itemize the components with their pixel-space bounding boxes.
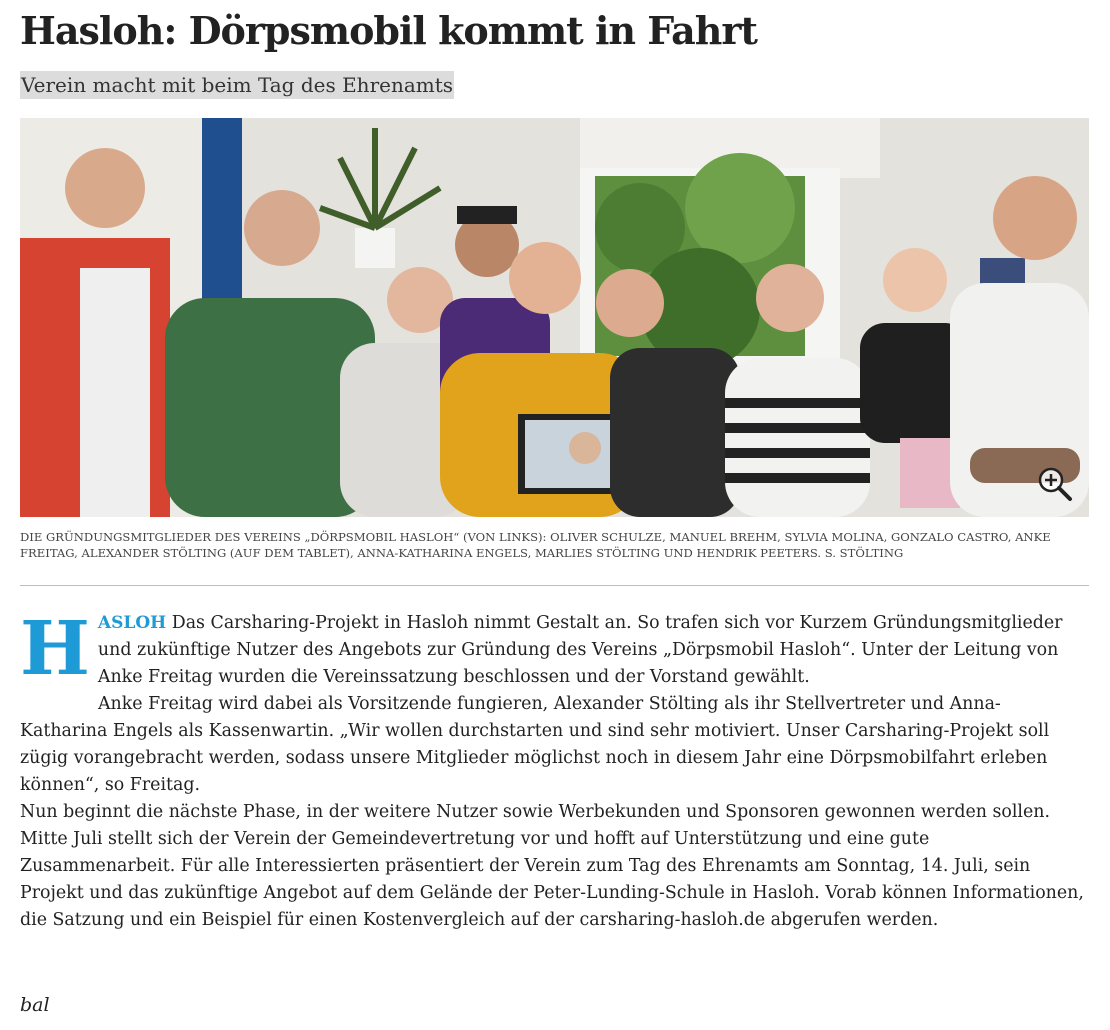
zoom-in-icon[interactable]	[1035, 464, 1075, 504]
article-headline: Hasloh: Dörpsmobil kommt in Fahrt	[20, 8, 757, 53]
article-body	[20, 606, 1086, 934]
photo-caption: DIE GRÜNDUNGSMITGLIEDER DES VEREINS „DÖRPSMOBIL HASLOH“ (VON LINKS): OLIVER SCHULZE, MANUEL BREHM, SYLVIA MOLINA, GONZALO CASTRO, ANKE FREITAG, ALEXANDER STÖLTING (AUF DEM TABLET), ANNA-KATHARINA ENGELS, MARLIES STÖLTING UND HENDRIK PEETERS. S. STÖLTING	[20, 530, 1051, 560]
dateline: ASLOH	[97, 613, 167, 633]
paragraph-1-text: Das Carsharing-Projekt in Hasloh nimmt Gestalt an. So trafen sich vor Kurzem Gründungsmitglieder und zukünftige Nutzer des Angebots zur Gründung des Vereins „Dörpsmobil Hasloh“. Unter der Leitung von Anke Freitag wurden die Vereinssatzung beschlossen und der Vorstand gewählt.	[97, 613, 1063, 687]
group-photo-illustration	[20, 118, 1089, 517]
article-subheadline: Verein macht mit beim Tag des Ehrenamts	[21, 73, 454, 97]
dropcap: H	[20, 606, 90, 692]
divider	[20, 585, 1089, 586]
paragraph-2: Anke Freitag wird dabei als Vorsitzende fungieren, Alexander Stölting als ihr Stellvertreter und Anna-Katharina Engels als Kassenwartin. „Wir wollen durchstarten und sind sehr motiviert. Unser Carsharing-Projekt soll zügig vorangebracht werden, sodass unsere Mitglieder möglichst noch in diesem Jahr eine Dörpsmobilfahrt erleben können“, so Freitag.	[20, 694, 1050, 795]
article-photo[interactable]	[20, 118, 1089, 517]
paragraph-1	[20, 606, 1086, 692]
author-signature: bal	[20, 994, 50, 1016]
paragraph-3: Nun beginnt die nächste Phase, in der weitere Nutzer sowie Werbekunden und Sponsoren gewonnen werden sollen. Mitte Juli stellt sich der Verein der Gemeindevertretung vor und hofft auf Unterstützung und eine gute Zusammenarbeit. Für alle Interessierten präsentiert der Verein zum Tag des Ehrenamts am Sonntag, 14. Juli, sein Projekt und das zukünftige Angebot auf dem Gelände der Peter-Lunding-Schule in Hasloh. Vorab können Informationen, die Satzung und ein Beispiel für einen Kostenvergleich auf der carsharing-hasloh.de abgerufen werden.	[20, 802, 1084, 930]
